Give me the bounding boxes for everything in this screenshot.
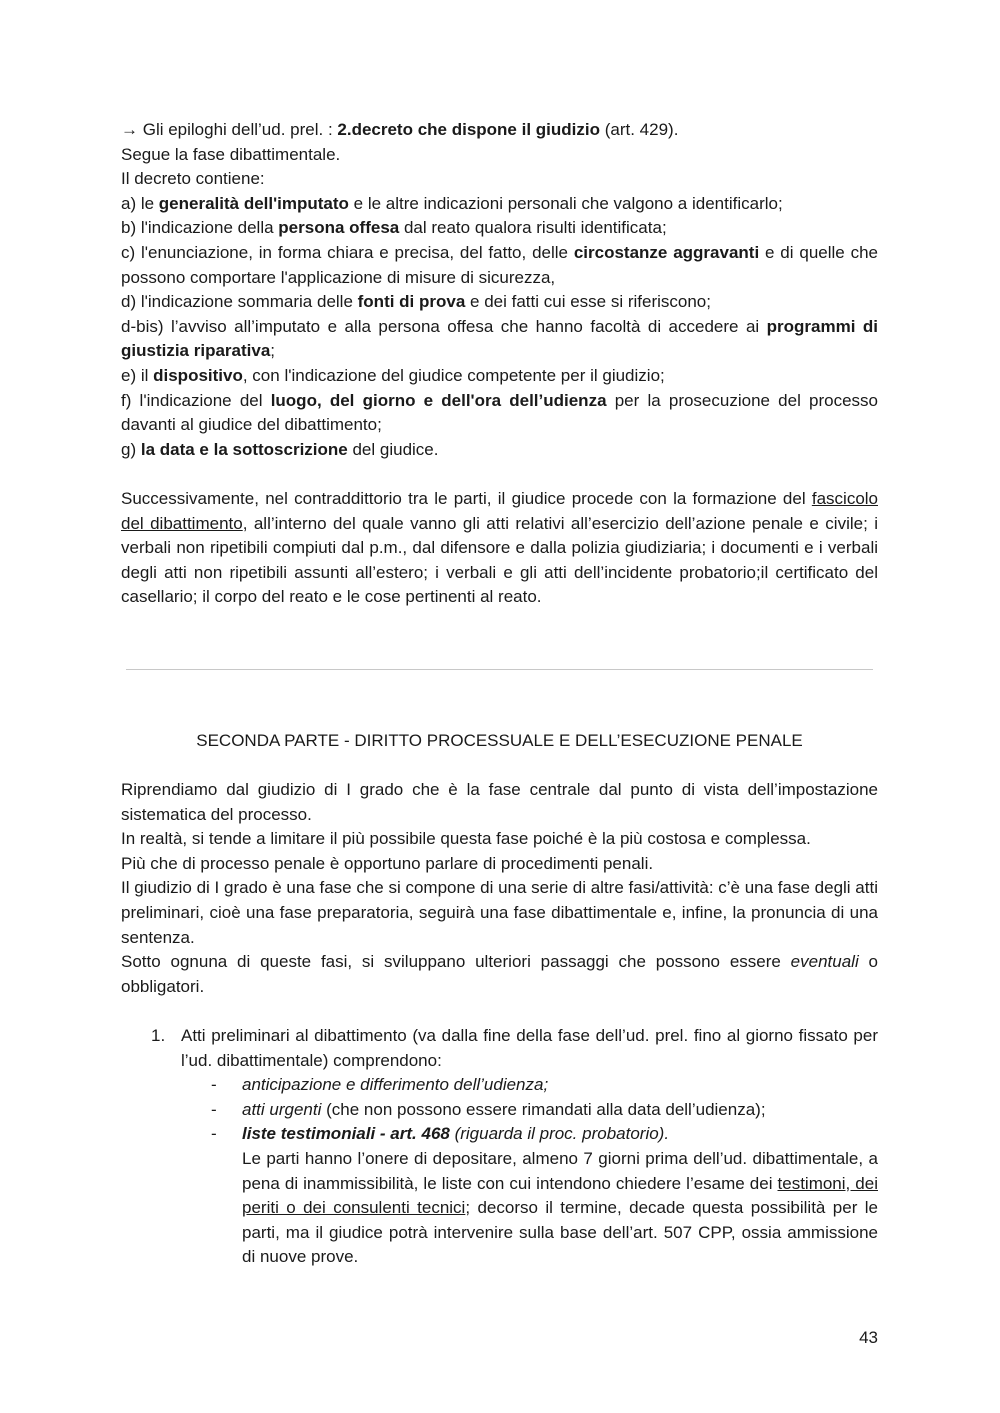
paragraph-1: Riprendiamo dal giudizio di I grado che è la fase centrale dal punto di vista dell’impostazione sistematica del processo. — [121, 780, 878, 824]
liste-continuation: Le parti hanno l’onere di depositare, almeno 7 giorni prima dell’ud. dibattimentale, a pena di inammissibilità, le liste con cui intendono chiedere l’esame dei testimoni, dei periti o dei consulenti tecnici; decorso il termine, decade questa possibilità per le parti, ma il giudice potrà intervenire sulla base dell’art. 507 CPP, ossia ammissione di nuove prove. — [242, 1148, 878, 1267]
dash-bullet: - — [211, 1099, 217, 1119]
item-c: c) l'enunciazione, in forma chiara e precisa, del fatto, delle circostanze aggravanti e di quelle che possono comportare l'applicazione di misure di sicurezza, — [121, 242, 878, 287]
item-g: g) la data e la sottoscrizione del giudice. — [121, 439, 439, 459]
decree-intro: Il decreto contiene: — [121, 169, 265, 189]
item-d: d) l'indicazione sommaria delle fonti di prova e dei fatti cui esse si riferiscono; — [121, 292, 711, 312]
item-d-bis: d-bis) l’avviso all’imputato e alla persona offesa che hanno facoltà di accedere ai programmi di giustizia riparativa; — [121, 316, 878, 361]
dash-bullet: - — [211, 1124, 217, 1144]
paragraph-2: In realtà, si tende a limitare il più possibile questa fase poiché è la più costosa e complessa. — [121, 829, 811, 849]
paragraph-5: Sotto ognuna di queste fasi, si sviluppano ulteriori passaggi che possono essere eventuali o obbligatori. — [121, 952, 878, 996]
epilogue-line: → Gli epiloghi dell’ud. prel. : 2.decreto che dispone il giudizio (art. 429). — [121, 120, 679, 139]
dash-bullet: - — [211, 1075, 217, 1095]
section-title: SECONDA PARTE - DIRITTO PROCESSUALE E DELL’ESECUZIONE PENALE — [196, 731, 803, 750]
page-number: 43 — [859, 1328, 878, 1347]
paragraph-4: Il giudizio di I grado è una fase che si compone di una serie di altre fasi/attività: c’è una fase degli atti preliminari, cioè una fase preparatoria, seguirà una fase dibattimentale e, infine, la pronuncia di una sentenza. — [121, 878, 878, 947]
list-number: 1. — [151, 1025, 166, 1045]
item-e: e) il dispositivo, con l'indicazione del giudice competente per il giudizio; — [121, 365, 665, 385]
horizontal-divider — [126, 669, 873, 670]
paragraph-3: Più che di processo penale è opportuno parlare di procedimenti penali. — [121, 853, 654, 873]
sub-item-atti-urgenti: - atti urgenti (che non possono essere rimandati alla data dell’udienza); — [121, 1098, 878, 1123]
sub-item-anticipazione: - anticipazione e differimento dell’udienza; — [121, 1073, 878, 1098]
fascicolo-paragraph: Successivamente, nel contraddittorio tra le parti, il giudice procede con la formazione del fascicolo del dibattimento, all’interno del quale vanno gli atti relativi all’esercizio dell’azione penale e civile; i verbali non ripetibili compiuti dal p.m., dal difensore e dalla polizia giudiziaria; i documenti e i verbali degli atti non ripetibili assunti all’estero; i verbali e gli atti dell’incidente probatorio;il certificato del casellario; il corpo del reato e le cose pertinenti al reato. — [121, 488, 878, 607]
list-item-1 — [121, 1024, 878, 1073]
item-b: b) l'indicazione della persona offesa dal reato qualora risulti identificata; — [121, 218, 667, 238]
sub-item-liste-testimoniali: - liste testimoniali - art. 468 (riguarda il proc. probatorio). — [121, 1122, 878, 1147]
item-f: f) l'indicazione del luogo, del giorno e dell'ora dell’udienza per la prosecuzione del processo davanti al giudice del dibattimento; — [121, 390, 878, 435]
phase-line: Segue la fase dibattimentale. — [121, 144, 341, 164]
list-item-text: Atti preliminari al dibattimento (va dalla fine della fase dell’ud. prel. fino al giorno fissato per l’ud. dibattimentale) comprendono: — [181, 1025, 878, 1070]
item-a: a) le generalità dell'imputato e le altre indicazioni personali che valgono a identificarlo; — [121, 193, 783, 213]
upper-text-block — [121, 118, 878, 610]
lower-text-block — [121, 778, 878, 1270]
